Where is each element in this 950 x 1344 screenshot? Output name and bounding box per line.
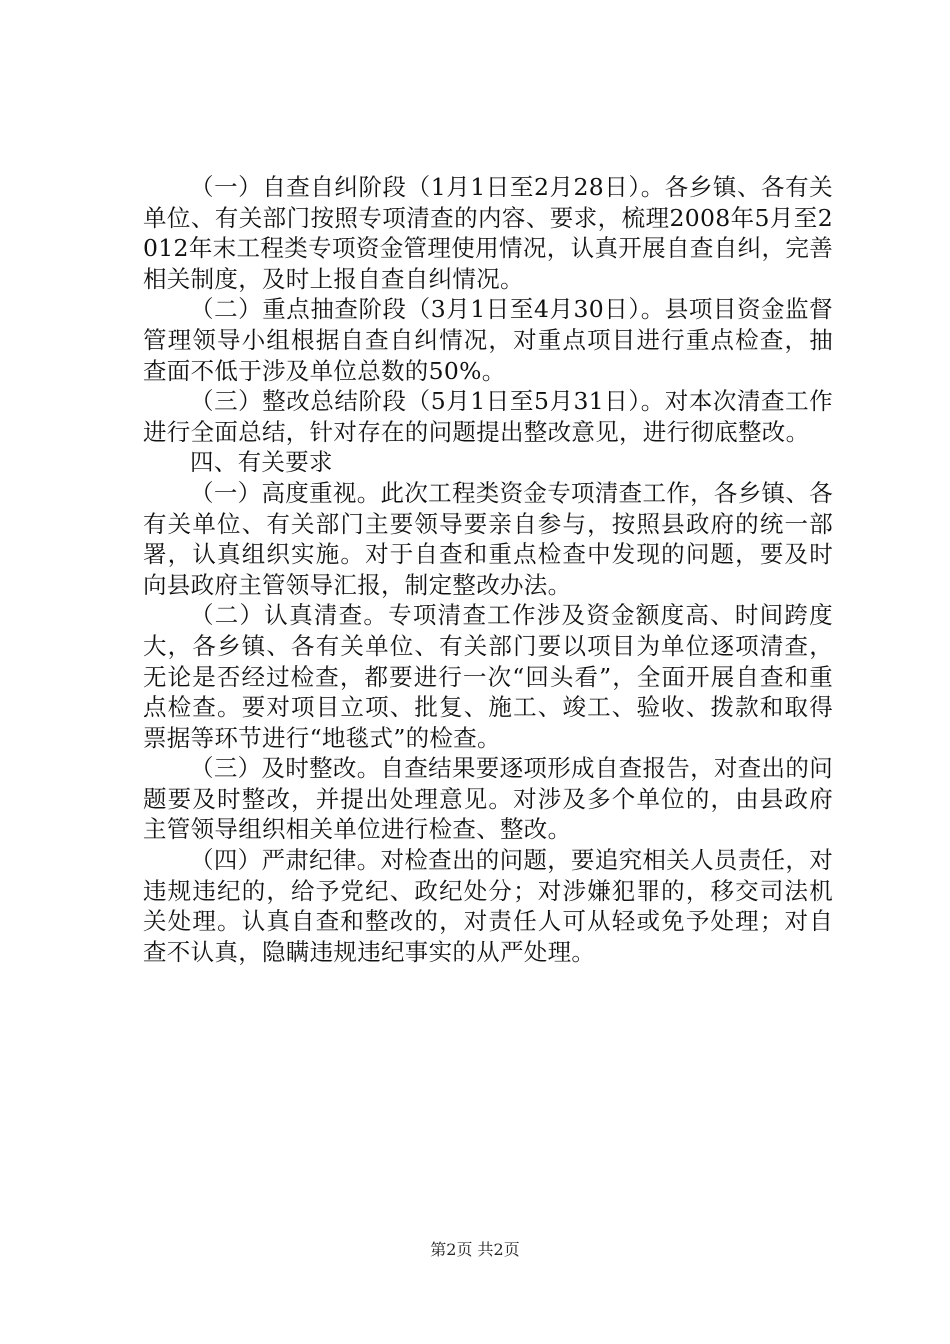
document-body: [143, 172, 833, 967]
paragraph-spot-check-stage: （二）重点抽查阶段（3月1日至4月30日）。县项目资金监督管理领导小组根据自查自纠情况，对重点项目进行重点检查，抽查面不低于涉及单位总数的50%。: [143, 295, 833, 385]
paragraph-rectification-stage: （三）整改总结阶段（5月1日至5月31日）。对本次清查工作进行全面总结，针对存在的问题提出整改意见，进行彻底整改。: [143, 387, 833, 446]
paragraph-self-inspection-stage: （一）自查自纠阶段（1月1日至2月28日）。各乡镇、各有关单位、有关部门按照专项清查的内容、要求，梳理2008年5月至2012年末工程类专项资金管理使用情况，认真开展自查自纠，完善相关制度，及时上报自查自纠情况。: [143, 173, 833, 293]
paragraph-strict-discipline: （四）严肃纪律。对检查出的问题，要追究相关人员责任，对违规违纪的，给予党纪、政纪处分；对涉嫌犯罪的，移交司法机关处理。认真自查和整改的，对责任人可从轻或免予处理；对自查不认真，隐瞒违规违纪事实的从严处理。: [143, 846, 833, 966]
paragraph-timely-rectification: （三）及时整改。自查结果要逐项形成自查报告，对查出的问题要及时整改，并提出处理意见。对涉及多个单位的，由县政府主管领导组织相关单位进行检查、整改。: [143, 754, 833, 844]
paragraph-careful-inspection: （二）认真清查。专项清查工作涉及资金额度高、时间跨度大，各乡镇、各有关单位、有关部门要以项目为单位逐项清查，无论是否经过检查，都要进行一次“回头看”，全面开展自查和重点检查。要对项目立项、批复、施工、竣工、验收、拨款和取得票据等环节进行“地毯式”的检查。: [143, 601, 833, 752]
page-number-footer: 第2页 共2页: [430, 1240, 520, 1259]
paragraph-high-attention: （一）高度重视。此次工程类资金专项清查工作，各乡镇、各有关单位、有关部门主要领导要亲自参与，按照县政府的统一部署，认真组织实施。对于自查和重点检查中发现的问题，要及时向县政府主管领导汇报，制定整改办法。: [143, 478, 833, 599]
section-heading-requirements: 四、有关要求: [190, 448, 333, 477]
